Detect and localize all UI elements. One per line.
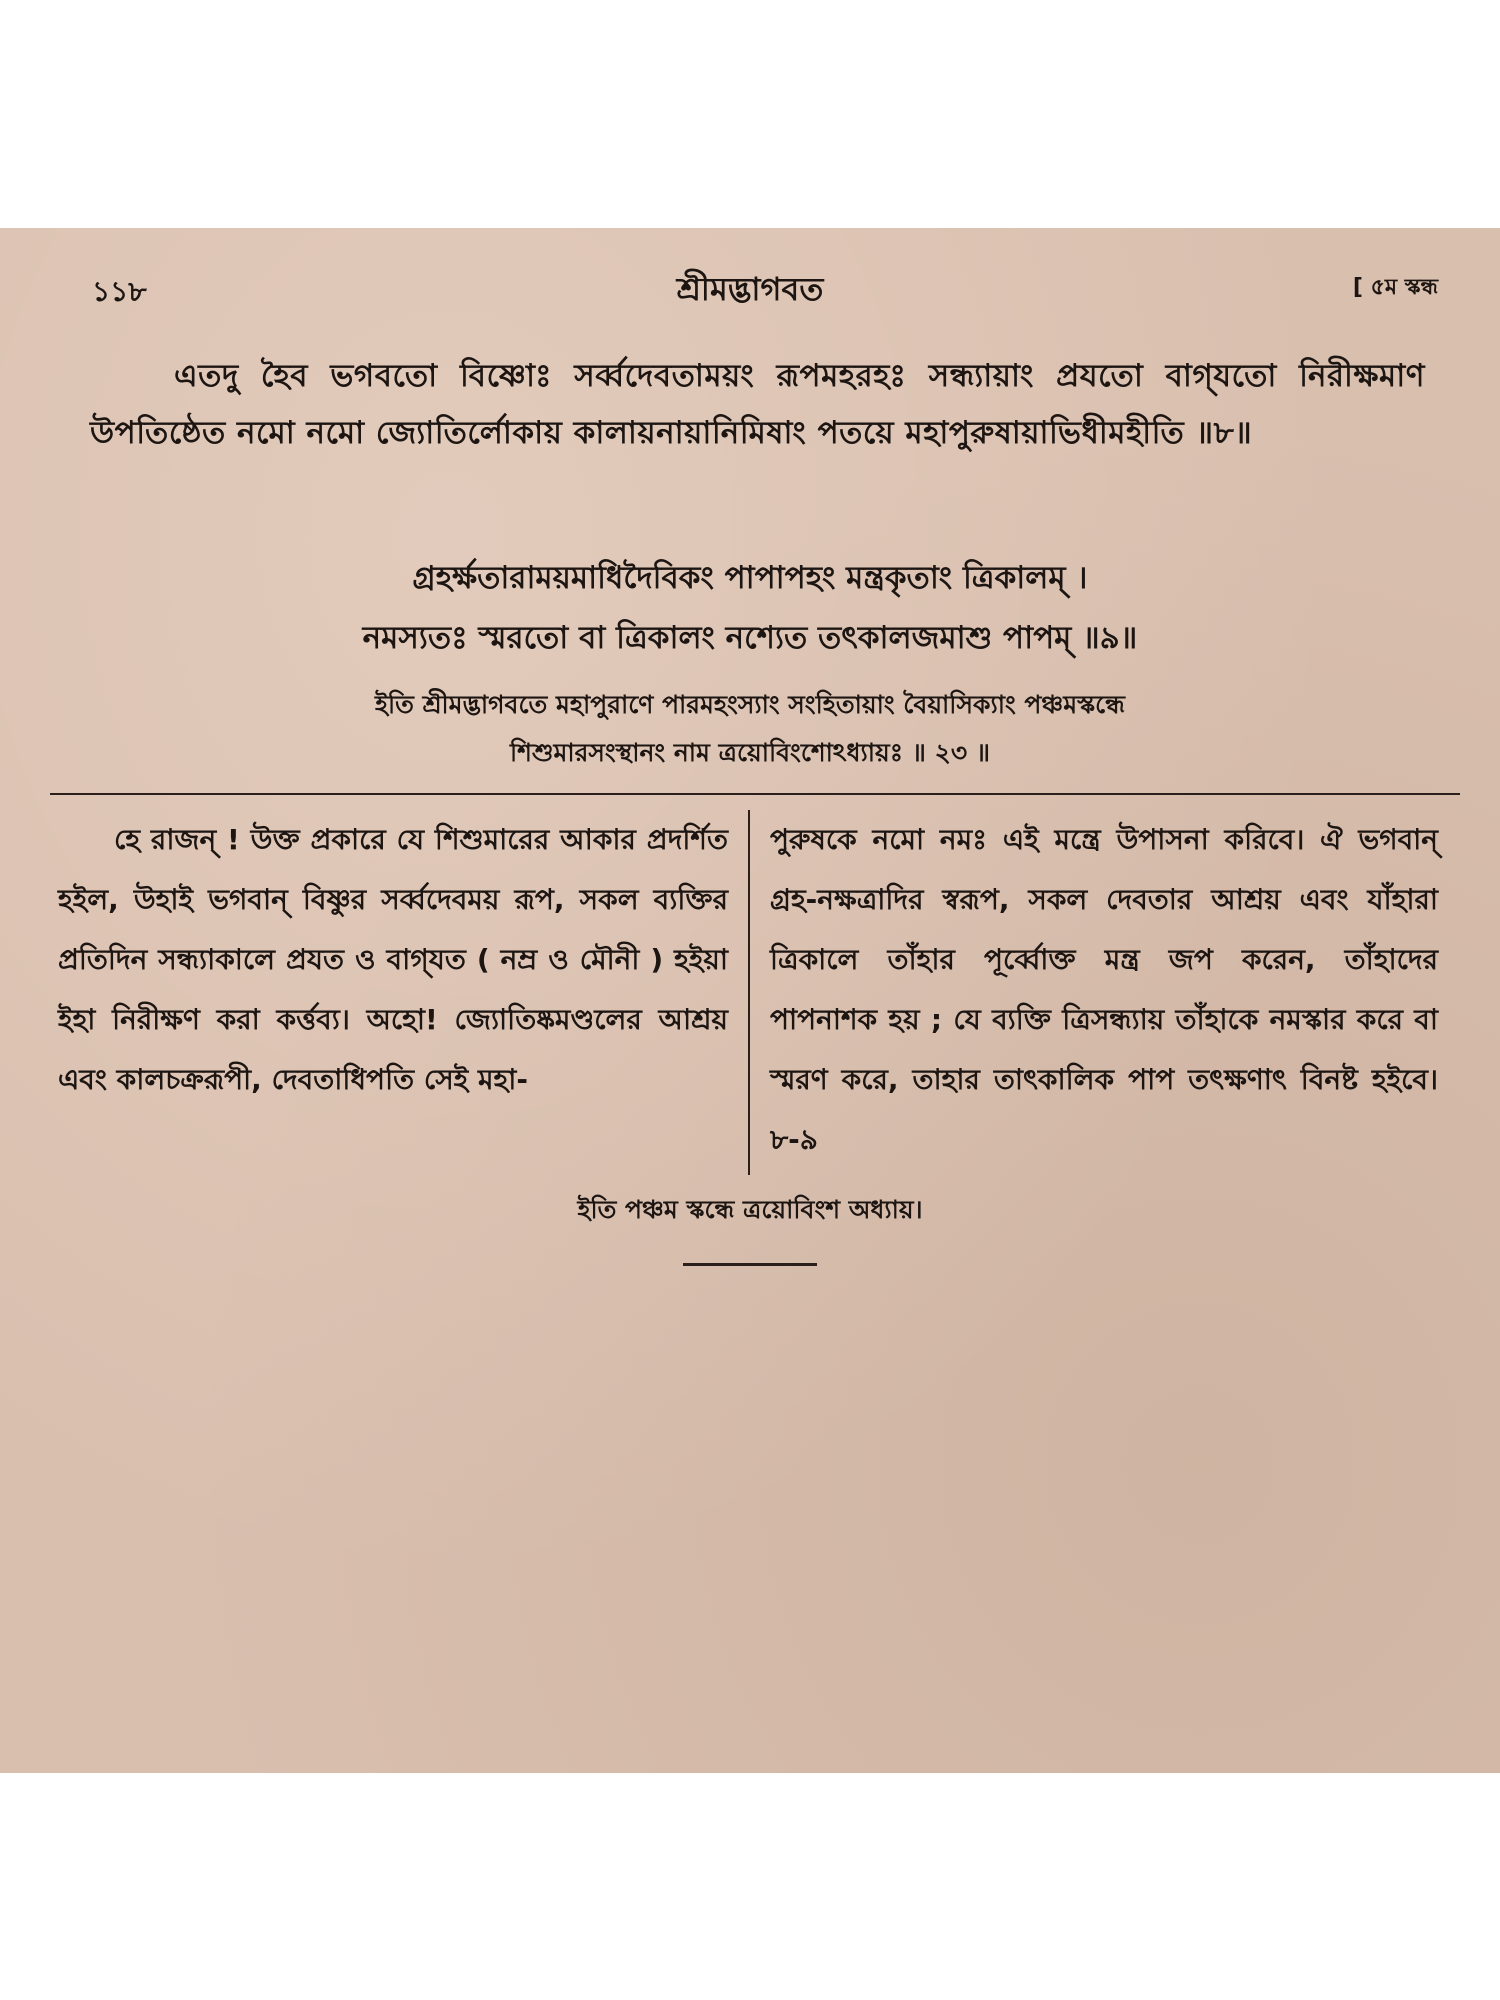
verse-line-2: নমস্যতঃ স্মরতো বা ত্রিকালং নশ্যেত তৎকালজমাশু পাপম্ ॥৯॥ <box>362 620 1138 656</box>
sanskrit-prose <box>90 348 1425 462</box>
end-divider <box>683 1263 817 1266</box>
colophon-line-2: শিশুমারসংস্থানং নাম ত্রয়োবিংশোঽধ্যায়ঃ ॥ ২৩ ॥ <box>510 738 990 767</box>
horizontal-divider <box>50 793 1460 795</box>
sanskrit-verse <box>0 548 1500 668</box>
verse-line-1: গ্রহর্ক্ষতারাময়মাধিদৈবিকং পাপাপহং মন্ত্রকৃতাং ত্রিকালম্ । <box>412 560 1088 596</box>
chapter-end-note: ইতি পঞ্চম স্কন্ধে ত্রয়োবিংশ অধ্যায়। <box>577 1195 923 1224</box>
column-divider <box>748 810 750 1175</box>
translation-columns <box>50 810 1460 1170</box>
running-header <box>0 270 1500 320</box>
book-page <box>0 228 1500 1773</box>
translation-right-text: পুরুষকে নমো নমঃ এই মন্ত্রে উপাসনা করিবে। ঐ ভগবান্ গ্রহ-নক্ষত্রাদির স্বরূপ, সকল দেবতার আশ্রয় এবং যাঁহারা ত্রিকালে তাঁহার পূর্ব্বোক্ত মন্ত্র জপ করেন, তাঁহাদের পাপনাশক হয় ; যে ব্যক্তি ত্রিসন্ধ্যায় তাঁহাকে নমস্কার করে বা স্মরণ করে, তাহার তাৎকালিক পাপ তৎক্ষণাৎ বিনষ্ট হইবে। ৮-৯ <box>770 823 1438 1156</box>
section-marker: [ ৫ম স্কন্ধ <box>1352 275 1438 300</box>
colophon-line-1: ইতি শ্রীমদ্ভাগবতে মহাপুরাণে পারমহংস্যাং সংহিতায়াং বৈয়াসিক্যাং পঞ্চমস্কন্ধে <box>375 690 1125 719</box>
translation-right-column <box>770 810 1438 1170</box>
sanskrit-prose-text: এতদু হৈব ভগবতো বিষ্ণোঃ সর্ব্বদেবতাময়ং রূপমহরহঃ সন্ধ্যায়াং প্রযতো বাগ্‌যতো নিরীক্ষমাণ উপতিষ্ঠেত নমো নমো জ্যোতির্লোকায় কালায়নায়ানিমিষাং পতয়ে মহাপুরুষায়াভিধীমহীতি ॥৮॥ <box>90 358 1425 451</box>
translation-left-text: হে রাজন্ ! উক্ত প্রকারে যে শিশুমারের আকার প্রদর্শিত হইল, উহাই ভগবান্ বিষ্ণুর সর্ব্বদেবময় রূপ, সকল ব্যক্তির প্রতিদিন সন্ধ্যাকালে প্রযত ও বাগ্‌যত ( নম্র ও মৌনী ) হইয়া ইহা নিরীক্ষণ করা কর্ত্তব্য। অহো! জ্যোতিষ্কমণ্ডলের আশ্রয় এবং কালচক্ররূপী, দেবতাধিপতি সেই মহা- <box>58 823 728 1096</box>
translation-left-column <box>58 810 728 1110</box>
chapter-colophon <box>0 681 1500 777</box>
running-title: শ্রীমদ্ভাগবত <box>676 270 824 308</box>
page-number: ১১৮ <box>92 275 147 308</box>
